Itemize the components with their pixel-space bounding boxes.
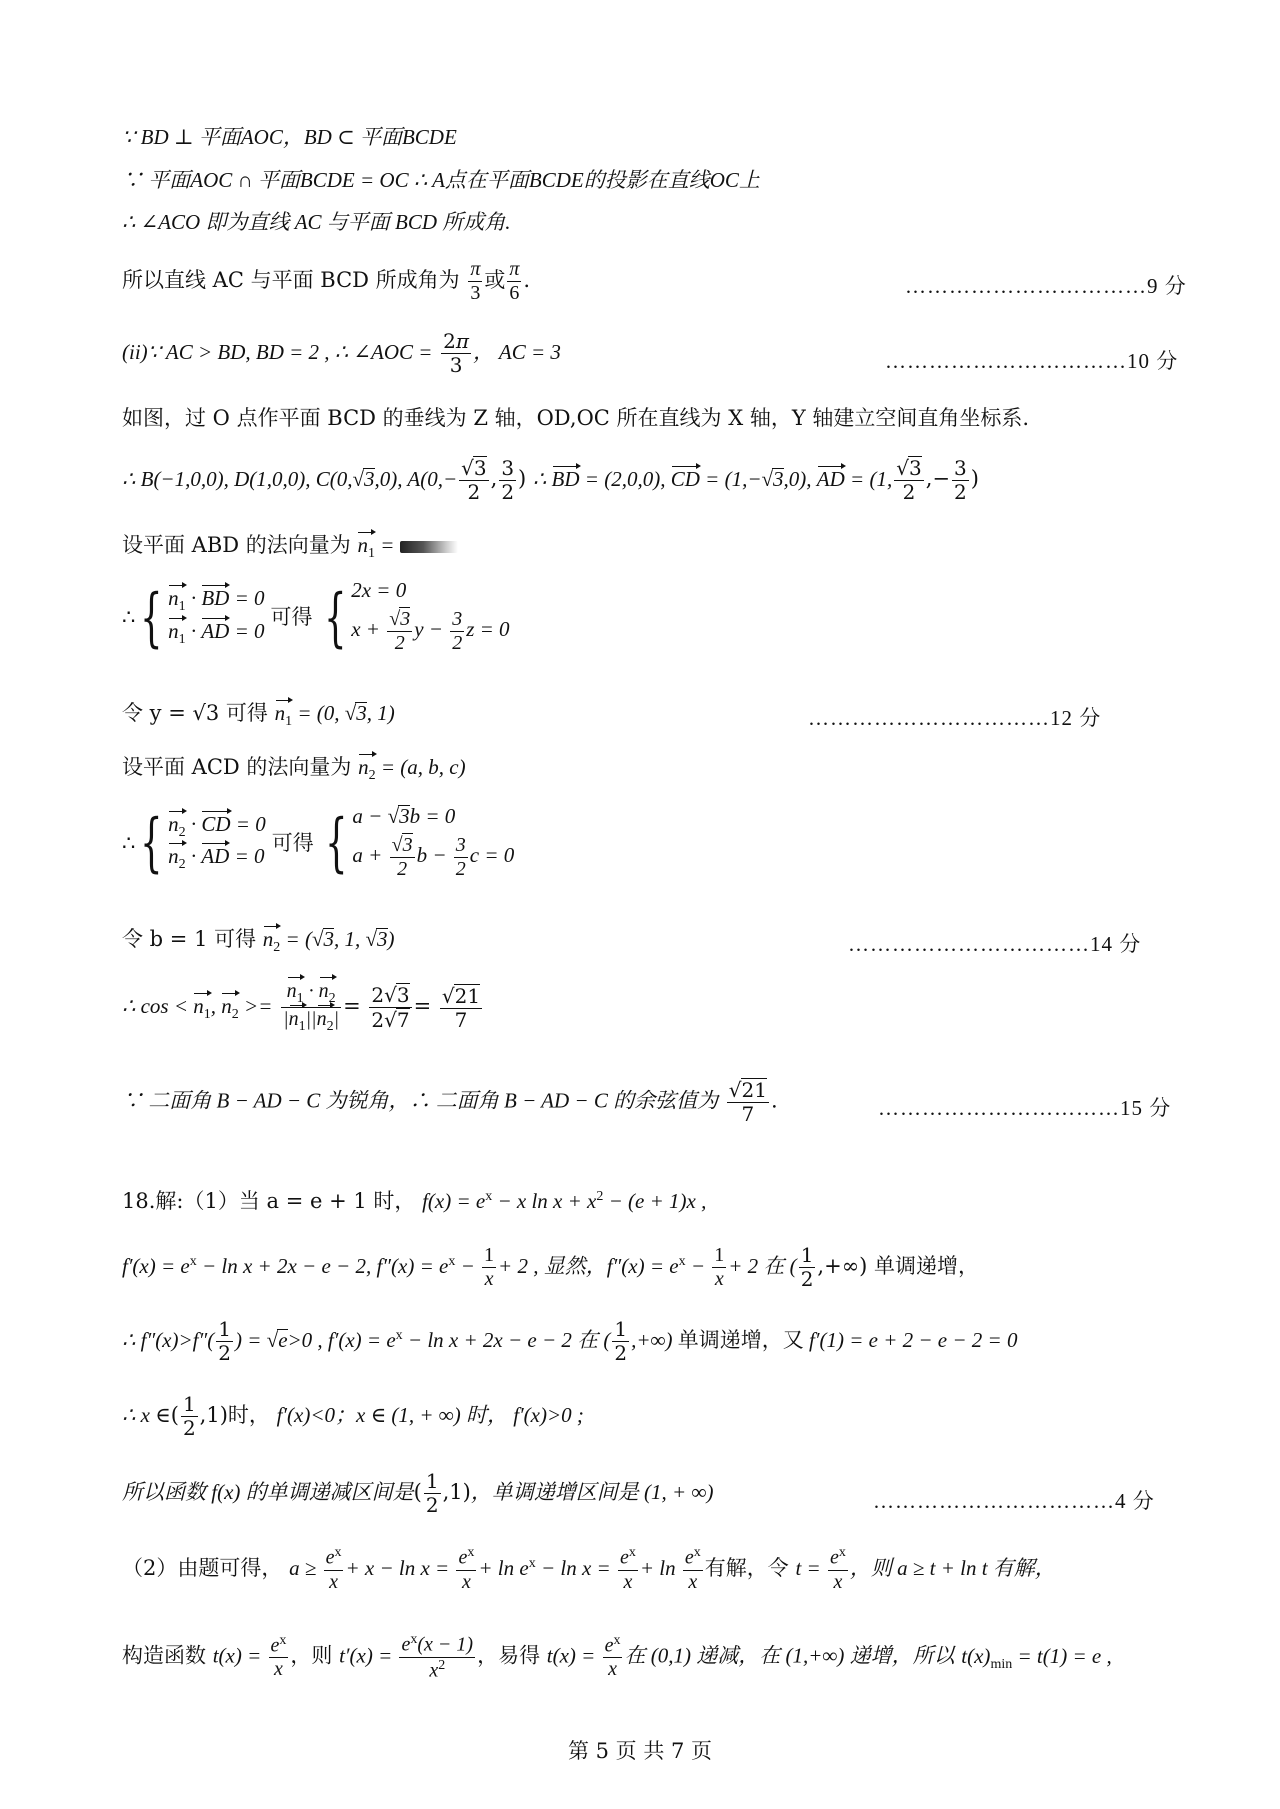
line-normal-abd: 设平面 ABD 的法向量为 $n_1$ = <box>122 535 458 561</box>
line-derivatives: $f'(x) = e^x - \ln x + 2x - e - 2$, $f''(x) = e^x$ − $\frac{1}{x}$ + 2 , 显然，$f''(x) = e^x$ − $\frac{1}{x}$ + 2 在 ( $\frac{1}{2}$ ,+∞) 单调递增， <box>122 1243 980 1291</box>
line-second-derivative: ∴ f″(x)>f″( $\frac{1}{2}$ ) = √e>0 , $f'(x) = e^x - \ln x + 2x - e - 2$ 在 ( $\frac{1}{2}$ ,+∞) 单调递增，又 f′(1) = e + 2 − e − 2 = 0 <box>122 1317 1018 1365</box>
line-bd-perp: ∵ BD ⊥ 平面AOC，BD ⊂ 平面BCDE <box>122 125 457 149</box>
line-n1-result: 令 y = √3 可得 $n_1 = (0$, √3, 1) <box>122 701 395 730</box>
line-dihedral: ∵ 二面角 B − AD − C 为锐角，∴ 二面角 B − AD − C 的余弦值为 $\frac{√21}{7}$ . <box>122 1078 778 1126</box>
blurred-region <box>400 541 458 553</box>
score-14: ……………………………14 分 <box>848 932 1142 956</box>
line-angle-result: 所以直线 AC 与平面 BCD 所成角为 $\frac{\pi}{3}$ 或 $\frac{\pi}{6}$ . <box>122 258 531 304</box>
line-n2-result: 令 b = 1 可得 $n_2 = (√3$, 1, √3) <box>122 927 395 956</box>
line-part2: （2）由题可得， a ≥ $\frac{e^x}{x}$ + x − ln x = $\frac{e^x}{x}$ + $\ln e^x - \ln x$ = $\frac{e^x}{x}$ + ln $\frac{e^x}{x}$ 有解，令 t = $\frac{e^x}{x}$ ，则 a ≥ t + ln t 有解， <box>122 1545 1056 1593</box>
score-15: ……………………………15 分 <box>878 1096 1172 1120</box>
line-construct: 构造函数 t(x) = $\frac{e^x}{x}$ ，则 t′(x) = $\frac{e^x(x - 1)}{x^2}$ ，易得 t(x) = $\frac{e^x}{x}$ 在 (0,1) 递减，在 (1,+∞) 递增，所以 $t(x)_{min} = t(1) = e$ , <box>122 1632 1112 1682</box>
line-plane-intersection: ∵ 平面AOC ∩ 平面BCDE = OC ∴ A点在平面BCDE的投影在直线OC上 <box>122 168 760 192</box>
line-normal-acd: 设平面 ACD 的法向量为 $n_2 = (a$, b, c) <box>122 755 466 784</box>
line-intervals: 所以函数 f(x) 的单调递减区间是( $\frac{1}{2}$ ,1)，单调递增区间是 (1, + ∞) <box>122 1469 714 1517</box>
line-sign: ∴ x ∈( $\frac{1}{2}$ ,1)时， f′(x)<0；x ∈ (1, + ∞) 时， f′(x)>0 ; <box>122 1392 584 1440</box>
line-cos: ∴ $\cos < n_1$, $n_2$ >= $\frac{n_1 \cdot n_2}{|n_1||n_2|}$ = $\frac{2√3}{2√7}$ = $\frac{√21}{7}$ <box>122 980 481 1035</box>
line-coordinates: ∴ B(−1,0,0), D(1,0,0), C(0,√3,0), A(0,− $\frac{√3}{2}$ , $\frac{3}{2}$ ) ∴ BD = (2,0,0), CD = (1,−√3,0), AD = (1, $\frac{√3}{2}$ ,− $\frac{3}{2}$ ) <box>122 455 979 504</box>
line-coordinate-system: 如图，过 O 点作平面 BCD 的垂线为 Z 轴，OD,OC 所在直线为 X 轴，Y 轴建立空间直角坐标系. <box>122 406 1030 430</box>
line-ii: (ii)∵ AC > BD, BD = 2 , ∴ ∠AOC = $\frac{2\pi}{3}$ ， AC = 3 <box>122 329 561 377</box>
line-18-intro: 18.解:（1）当 a = e + 1 时， $f(x) = e^x - x$ $\ln x + x^2 - (e + 1)x$ , <box>122 1189 707 1213</box>
line-system-1: ∴ { $n_1$ · BD = 0 $n_1$ · AD = 0 可得 { 2x = 0 x + $\frac{√3}{2}$ y − $\frac{3}{2}$ z = 0 <box>122 578 510 655</box>
page-footer: 第 5 页 共 7 页 <box>567 1739 713 1763</box>
score-9: ……………………………9 分 <box>905 274 1187 298</box>
line-system-2: ∴ { $n_2$ · CD = 0 $n_2$ · AD = 0 可得 { a − √3b = 0 a + $\frac{√3}{2}$ b − $\frac{3}{2}$ c = 0 <box>122 804 515 880</box>
score-4: ……………………………4 分 <box>873 1489 1155 1513</box>
score-12: ……………………………12 分 <box>808 706 1102 730</box>
score-10: ……………………………10 分 <box>885 349 1179 373</box>
line-angle-aco: ∴ ∠ACO 即为直线 AC 与平面 BCD 所成角. <box>122 210 511 234</box>
